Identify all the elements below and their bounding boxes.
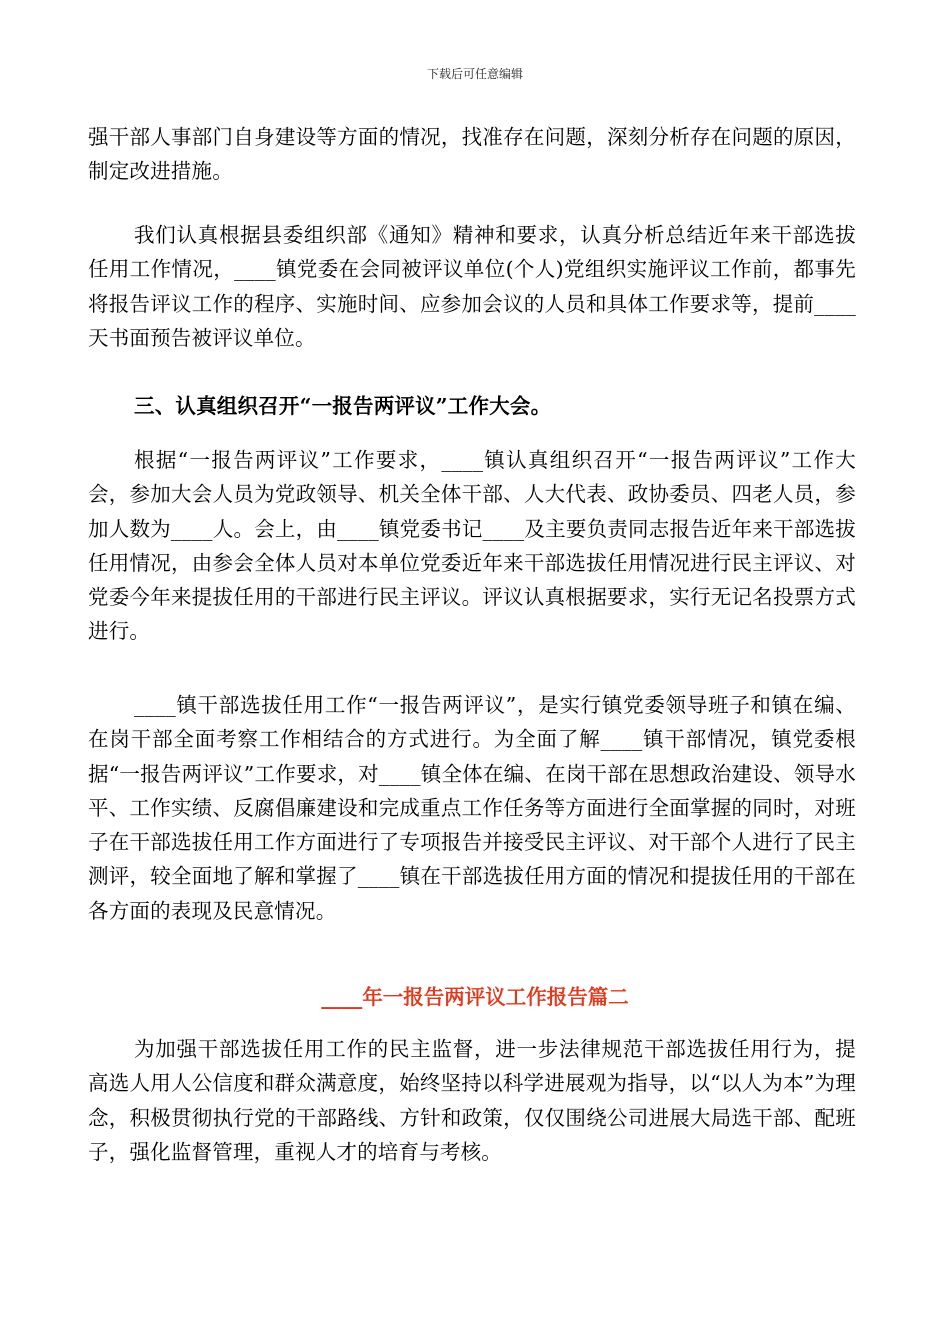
paragraph-2: 我们认真根据县委组织部《通知》精神和要求，认真分析总结近年来干部选拔任用工作情况，____镇党委在会同被评议单位(个人)党组织实施评议工作前，都事先将报告评议工作的程序、实施时间、应参加会议的人员和具体工作要求等，提前____天书面预告被评议单位。 bbox=[88, 223, 856, 350]
paragraph-1: 强干部人事部门自身建设等方面的情况，找准存在问题，深刻分析存在问题的原因，制定改进措施。 bbox=[88, 125, 856, 184]
article-title-part-2: ____年一报告两评议工作报告篇二 bbox=[321, 985, 629, 1009]
paragraph-4: ____镇干部选拔任用工作“一报告两评议”，是实行镇党委领导班子和镇在编、在岗干部全面考察工作相结合的方式进行。为全面了解____镇干部情况，镇党委根据“一报告两评议”工作要求，对____镇全体在编、在岗干部在思想政治建设、领导水平、工作实绩、反腐倡廉建设和完成重点工作任务等方面进行全面掌握的同时，对班子在干部选拔任用工作方面进行了专项报告并接受民主评议、对干部个人进行了民主测评，较全面地了解和掌握了____镇在干部选拔任用方面的情况和提拔任用的干部在各方面的表现及民意情况。 bbox=[88, 693, 856, 923]
header-note: 下载后可任意编辑 bbox=[426, 67, 523, 81]
paragraph-3: 根据“一报告两评议”工作要求，____镇认真组织召开“一报告两评议”工作大会，参加大会人员为党政领导、机关全体干部、人大代表、政协委员、四老人员，参加人数为____人。会上，由____镇党委书记____及主要负责同志报告近年来干部选拔任用情况，由参会全体人员对本单位党委近年来干部选拔任用情况进行民主评议、对党委今年来提拔任用的干部进行民主评议。评议认真根据要求，实行无记名投票方式进行。 bbox=[88, 448, 856, 644]
section-heading-3: 三、认真组织召开“一报告两评议”工作大会。 bbox=[134, 394, 552, 418]
paragraph-5: 为加强干部选拔任用工作的民主监督，进一步法律规范干部选拔任用行为，提高选人用人公信度和群众满意度，始终坚持以科学进展观为指导，以“以人为本”为理念，积极贯彻执行党的干部路线、方针和政策，仅仅围绕公司进展大局选干部、配班子，强化监督管理，重视人才的培育与考核。 bbox=[88, 1037, 856, 1164]
